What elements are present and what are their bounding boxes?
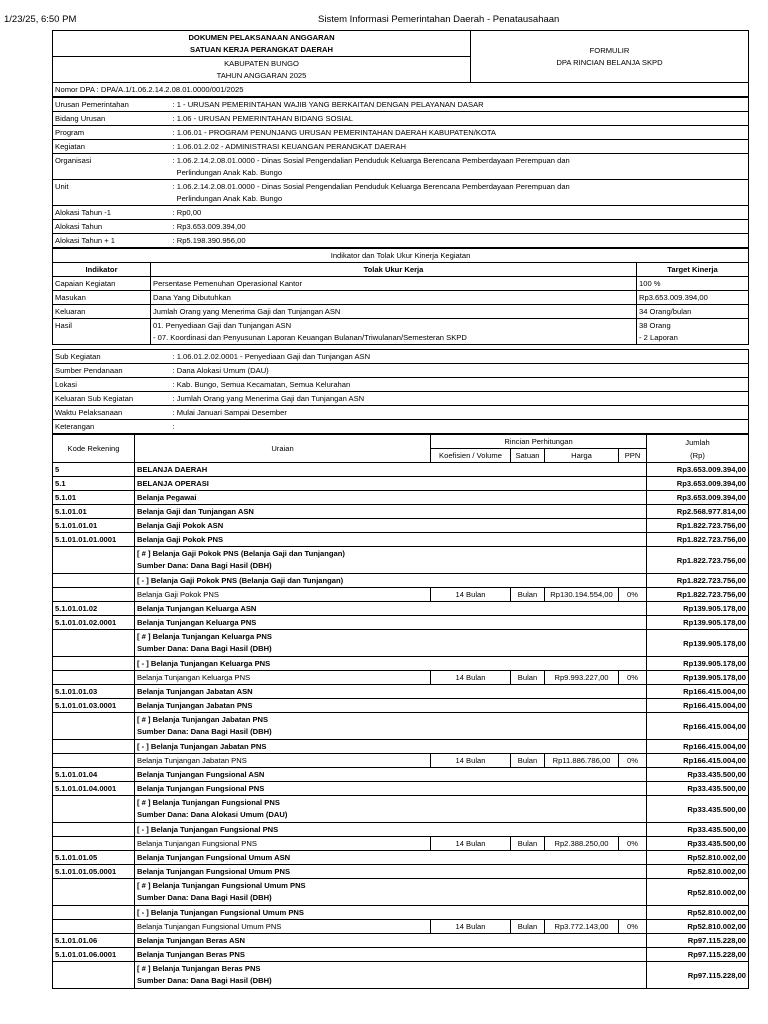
indikator-cell: Capaian Kegiatan bbox=[53, 277, 151, 291]
uraian-cell: Belanja Gaji dan Tunjangan ASN bbox=[135, 505, 647, 519]
tolak-cell bbox=[151, 319, 637, 345]
document-header-table bbox=[52, 30, 749, 97]
kode-rekening: 5 bbox=[53, 463, 135, 477]
table-row bbox=[53, 616, 749, 630]
table-row bbox=[53, 685, 749, 699]
jumlah-cell: Rp1.822.723.756,00 bbox=[647, 588, 749, 602]
table-row bbox=[53, 657, 749, 671]
table-row bbox=[53, 920, 749, 934]
jumlah-cell: Rp1.822.723.756,00 bbox=[647, 547, 749, 574]
tolak-ukur-header: Tolak Ukur Kerja bbox=[151, 263, 637, 277]
harga-header: Harga bbox=[545, 449, 619, 463]
uraian-cell: [ - ] Belanja Tunjangan Fungsional PNS bbox=[135, 823, 647, 837]
kode-rekening bbox=[53, 796, 135, 823]
kode-rekening bbox=[53, 671, 135, 685]
info-value-line: : 1.06.2.14.2.08.01.0000 - Dinas Sosial Pengendalian Penduduk Keluarga Berencana Pemberdayaan Perempuan dan bbox=[172, 156, 570, 165]
jumlah-cell: Rp52.810.002,00 bbox=[647, 920, 749, 934]
uraian-cell: Belanja Tunjangan Jabatan PNS bbox=[135, 699, 647, 713]
uraian-cell: Belanja Tunjangan Keluarga PNS bbox=[135, 616, 647, 630]
ppn-header: PPN bbox=[619, 449, 647, 463]
jumlah-cell: Rp52.810.002,00 bbox=[647, 879, 749, 906]
kode-rekening bbox=[53, 754, 135, 768]
sumber-dana: Sumber Dana: Dana Bagi Hasil (DBH) bbox=[137, 561, 272, 570]
info-label: Kegiatan bbox=[53, 140, 171, 154]
target-cell: 100 % bbox=[637, 277, 749, 291]
uraian-cell: [ - ] Belanja Tunjangan Fungsional Umum PNS bbox=[135, 906, 647, 920]
info-value: : 1 - URUSAN PEMERINTAHAN WAJIB YANG BERKAITAN DENGAN PELAYANAN DASAR bbox=[171, 98, 749, 112]
table-row bbox=[53, 934, 749, 948]
jumlah-cell: Rp33.435.500,00 bbox=[647, 837, 749, 851]
sub-label: Keterangan bbox=[53, 420, 171, 434]
kode-rekening bbox=[53, 657, 135, 671]
kode-header: Kode Rekening bbox=[53, 435, 135, 463]
kode-rekening: 5.1.01.01.03 bbox=[53, 685, 135, 699]
table-row bbox=[53, 519, 749, 533]
koef-cell: 14 Bulan bbox=[431, 588, 511, 602]
target-line: 38 Orang bbox=[639, 320, 671, 330]
uraian-cell: Belanja Gaji Pokok ASN bbox=[135, 519, 647, 533]
info-label: Bidang Urusan bbox=[53, 112, 171, 126]
form-line2: DPA RINCIAN BELANJA SKPD bbox=[556, 57, 663, 67]
table-row bbox=[53, 671, 749, 685]
table-row bbox=[53, 630, 749, 657]
jumlah-cell: Rp139.905.178,00 bbox=[647, 616, 749, 630]
kode-rekening: 5.1.01.01.06 bbox=[53, 934, 135, 948]
group-title: [ # ] Belanja Tunjangan Keluarga PNS bbox=[137, 632, 272, 641]
ppn-cell: 0% bbox=[619, 920, 647, 934]
header-line2: SATUAN KERJA PERANGKAT DAERAH bbox=[190, 44, 333, 54]
uraian-cell bbox=[135, 879, 647, 906]
sub-value: : Mulai Januari Sampai Desember bbox=[171, 406, 749, 420]
kode-rekening: 5.1.01.01.04 bbox=[53, 768, 135, 782]
info-value: : 1.06.01.2.02 - ADMINISTRASI KEUANGAN PERANGKAT DAERAH bbox=[171, 140, 749, 154]
group-title: [ # ] Belanja Gaji Pokok PNS (Belanja Gaji dan Tunjangan) bbox=[137, 549, 345, 558]
sub-value: : Jumlah Orang yang Menerima Gaji dan Tunjangan ASN bbox=[171, 392, 749, 406]
info-label: Organisasi bbox=[53, 154, 171, 180]
kode-rekening bbox=[53, 920, 135, 934]
uraian-cell: Belanja Tunjangan Fungsional Umum PNS bbox=[135, 920, 431, 934]
jumlah-cell: Rp1.822.723.756,00 bbox=[647, 519, 749, 533]
jumlah-cell: Rp3.653.009.394,00 bbox=[647, 491, 749, 505]
jumlah-cell: Rp166.415.004,00 bbox=[647, 685, 749, 699]
indikator-header: Indikator bbox=[53, 263, 151, 277]
form-title-cell bbox=[471, 31, 749, 83]
table-row bbox=[53, 906, 749, 920]
table-row bbox=[53, 740, 749, 754]
uraian-cell: Belanja Pegawai bbox=[135, 491, 647, 505]
group-title: [ # ] Belanja Tunjangan Fungsional PNS bbox=[137, 798, 280, 807]
kode-rekening bbox=[53, 588, 135, 602]
kode-rekening: 5.1.01 bbox=[53, 491, 135, 505]
jumlah-cell: Rp139.905.178,00 bbox=[647, 602, 749, 616]
uraian-cell bbox=[135, 796, 647, 823]
sumber-dana: Sumber Dana: Dana Bagi Hasil (DBH) bbox=[137, 644, 272, 653]
ppn-cell: 0% bbox=[619, 671, 647, 685]
target-line: - 2 Laporan bbox=[639, 332, 678, 342]
info-value: : 1.06.01 - PROGRAM PENUNJANG URUSAN PEMERINTAHAN DAERAH KABUPATEN/KOTA bbox=[171, 126, 749, 140]
info-value: : Rp3.653.009.394,00 bbox=[171, 220, 749, 234]
uraian-cell: Belanja Tunjangan Beras PNS bbox=[135, 948, 647, 962]
tolak-line: 01. Penyediaan Gaji dan Tunjangan ASN bbox=[153, 320, 292, 330]
table-row bbox=[53, 699, 749, 713]
info-value bbox=[171, 154, 749, 180]
sumber-dana: Sumber Dana: Dana Bagi Hasil (DBH) bbox=[137, 727, 272, 736]
kode-rekening bbox=[53, 823, 135, 837]
kode-rekening bbox=[53, 713, 135, 740]
uraian-cell: Belanja Tunjangan Fungsional PNS bbox=[135, 837, 431, 851]
koef-cell: 14 Bulan bbox=[431, 837, 511, 851]
header-line3: KABUPATEN BUNGO bbox=[224, 58, 299, 68]
group-title: [ # ] Belanja Tunjangan Fungsional Umum PNS bbox=[137, 881, 306, 890]
info-value: : Rp5.198.390.956,00 bbox=[171, 234, 749, 248]
uraian-cell: [ - ] Belanja Gaji Pokok PNS (Belanja Gaji dan Tunjangan) bbox=[135, 574, 647, 588]
rincian-header: Rincian Perhitungan bbox=[431, 435, 647, 449]
ppn-cell: 0% bbox=[619, 754, 647, 768]
jumlah-header-label: Jumlah bbox=[685, 437, 710, 447]
satuan-cell: Bulan bbox=[511, 671, 545, 685]
indikator-cell: Hasil bbox=[53, 319, 151, 345]
info-label: Unit bbox=[53, 180, 171, 206]
target-cell: 34 Orang/bulan bbox=[637, 305, 749, 319]
sub-kegiatan-table bbox=[52, 349, 749, 434]
table-row bbox=[53, 865, 749, 879]
sumber-dana: Sumber Dana: Dana Bagi Hasil (DBH) bbox=[137, 893, 272, 902]
uraian-cell: Belanja Gaji Pokok PNS bbox=[135, 588, 431, 602]
table-row bbox=[53, 768, 749, 782]
info-label: Program bbox=[53, 126, 171, 140]
harga-cell: Rp130.194.554,00 bbox=[545, 588, 619, 602]
harga-cell: Rp9.993.227,00 bbox=[545, 671, 619, 685]
print-title: Sistem Informasi Pemerintahan Daerah - Penatausahaan bbox=[318, 14, 560, 25]
koef-cell: 14 Bulan bbox=[431, 754, 511, 768]
info-value-line: Perlindungan Anak Kab. Bungo bbox=[176, 194, 283, 203]
kode-rekening bbox=[53, 879, 135, 906]
table-row bbox=[53, 851, 749, 865]
sumber-dana: Sumber Dana: Dana Bagi Hasil (DBH) bbox=[137, 976, 272, 985]
uraian-cell: Belanja Tunjangan Fungsional ASN bbox=[135, 768, 647, 782]
info-label: Alokasi Tahun + 1 bbox=[53, 234, 171, 248]
info-label: Alokasi Tahun bbox=[53, 220, 171, 234]
kode-rekening bbox=[53, 547, 135, 574]
uraian-cell: [ - ] Belanja Tunjangan Jabatan PNS bbox=[135, 740, 647, 754]
table-row bbox=[53, 837, 749, 851]
sub-label: Waktu Pelaksanaan bbox=[53, 406, 171, 420]
table-row bbox=[53, 754, 749, 768]
kode-rekening: 5.1.01.01.04.0001 bbox=[53, 782, 135, 796]
jumlah-cell: Rp1.822.723.756,00 bbox=[647, 574, 749, 588]
satuan-cell: Bulan bbox=[511, 920, 545, 934]
info-label: Urusan Pemerintahan bbox=[53, 98, 171, 112]
kode-rekening: 5.1.01.01.06.0001 bbox=[53, 948, 135, 962]
nomor-dpa: Nomor DPA : DPA/A.1/1.06.2.14.2.08.01.0000/001/2025 bbox=[53, 83, 749, 97]
jumlah-cell: Rp33.435.500,00 bbox=[647, 782, 749, 796]
uraian-cell: [ - ] Belanja Tunjangan Keluarga PNS bbox=[135, 657, 647, 671]
koef-cell: 14 Bulan bbox=[431, 671, 511, 685]
table-row bbox=[53, 823, 749, 837]
sub-label: Keluaran Sub Kegiatan bbox=[53, 392, 171, 406]
jumlah-cell: Rp166.415.004,00 bbox=[647, 699, 749, 713]
jumlah-cell: Rp1.822.723.756,00 bbox=[647, 533, 749, 547]
jumlah-cell: Rp97.115.228,00 bbox=[647, 948, 749, 962]
kode-rekening: 5.1.01.01.01 bbox=[53, 519, 135, 533]
uraian-cell: Belanja Tunjangan Keluarga PNS bbox=[135, 671, 431, 685]
info-value: : Rp0,00 bbox=[171, 206, 749, 220]
kode-rekening bbox=[53, 574, 135, 588]
info-value-line: : 1.06.2.14.2.08.01.0000 - Dinas Sosial Pengendalian Penduduk Keluarga Berencana Pemberdayaan Perempuan dan bbox=[172, 182, 570, 191]
uraian-cell: BELANJA DAERAH bbox=[135, 463, 647, 477]
info-value: : 1.06 - URUSAN PEMERINTAHAN BIDANG SOSIAL bbox=[171, 112, 749, 126]
table-row bbox=[53, 602, 749, 616]
sumber-dana: Sumber Dana: Dana Alokasi Umum (DAU) bbox=[137, 810, 288, 819]
info-value bbox=[171, 180, 749, 206]
form-line1: FORMULIR bbox=[589, 45, 630, 55]
kode-rekening bbox=[53, 630, 135, 657]
jumlah-header bbox=[647, 435, 749, 463]
harga-cell: Rp3.772.143,00 bbox=[545, 920, 619, 934]
uraian-cell bbox=[135, 962, 647, 989]
jumlah-cell: Rp97.115.228,00 bbox=[647, 962, 749, 989]
jumlah-cell: Rp52.810.002,00 bbox=[647, 851, 749, 865]
sub-value: : Kab. Bungo, Semua Kecamatan, Semua Kelurahan bbox=[171, 378, 749, 392]
sub-value: : bbox=[171, 420, 749, 434]
rincian-table bbox=[52, 434, 749, 989]
header-region-cell bbox=[53, 57, 471, 83]
table-row bbox=[53, 713, 749, 740]
koef-header: Koefisien / Volume bbox=[431, 449, 511, 463]
uraian-cell: Belanja Gaji Pokok PNS bbox=[135, 533, 647, 547]
sub-value: : Dana Alokasi Umum (DAU) bbox=[171, 364, 749, 378]
jumlah-cell: Rp3.653.009.394,00 bbox=[647, 463, 749, 477]
kode-rekening: 5.1.01.01.01.0001 bbox=[53, 533, 135, 547]
table-row bbox=[53, 477, 749, 491]
uraian-cell bbox=[135, 630, 647, 657]
uraian-cell: Belanja Tunjangan Keluarga ASN bbox=[135, 602, 647, 616]
header-title-cell bbox=[53, 31, 471, 57]
uraian-cell: Belanja Tunjangan Beras ASN bbox=[135, 934, 647, 948]
indikator-table bbox=[52, 248, 749, 345]
kode-rekening: 5.1.01.01.05.0001 bbox=[53, 865, 135, 879]
tolak-cell: Dana Yang Dibutuhkan bbox=[151, 291, 637, 305]
kode-rekening bbox=[53, 837, 135, 851]
indikator-section-title: Indikator dan Tolak Ukur Kinerja Kegiatan bbox=[53, 249, 749, 263]
kode-rekening: 5.1 bbox=[53, 477, 135, 491]
uraian-cell: Belanja Tunjangan Fungsional PNS bbox=[135, 782, 647, 796]
kode-rekening: 5.1.01.01 bbox=[53, 505, 135, 519]
jumlah-header-unit: (Rp) bbox=[690, 450, 705, 460]
jumlah-cell: Rp166.415.004,00 bbox=[647, 754, 749, 768]
jumlah-cell: Rp166.415.004,00 bbox=[647, 713, 749, 740]
rincian-body bbox=[53, 463, 749, 989]
table-row bbox=[53, 588, 749, 602]
jumlah-cell: Rp97.115.228,00 bbox=[647, 934, 749, 948]
table-row bbox=[53, 879, 749, 906]
kode-rekening: 5.1.01.01.02.0001 bbox=[53, 616, 135, 630]
uraian-cell bbox=[135, 713, 647, 740]
kode-rekening: 5.1.01.01.02 bbox=[53, 602, 135, 616]
satuan-cell: Bulan bbox=[511, 754, 545, 768]
jumlah-cell: Rp2.568.977.814,00 bbox=[647, 505, 749, 519]
table-row bbox=[53, 505, 749, 519]
sub-value: : 1.06.01.2.02.0001 - Penyediaan Gaji dan Tunjangan ASN bbox=[171, 350, 749, 364]
harga-cell: Rp2.388.250,00 bbox=[545, 837, 619, 851]
table-row bbox=[53, 533, 749, 547]
uraian-cell bbox=[135, 547, 647, 574]
ppn-cell: 0% bbox=[619, 837, 647, 851]
table-row bbox=[53, 782, 749, 796]
table-row bbox=[53, 574, 749, 588]
info-table bbox=[52, 97, 749, 248]
satuan-header: Satuan bbox=[511, 449, 545, 463]
group-title: [ # ] Belanja Tunjangan Jabatan PNS bbox=[137, 715, 269, 724]
target-cell: Rp3.653.009.394,00 bbox=[637, 291, 749, 305]
uraian-header: Uraian bbox=[135, 435, 431, 463]
indikator-cell: Masukan bbox=[53, 291, 151, 305]
sub-label: Lokasi bbox=[53, 378, 171, 392]
jumlah-cell: Rp3.653.009.394,00 bbox=[647, 477, 749, 491]
harga-cell: Rp11.886.786,00 bbox=[545, 754, 619, 768]
sub-label: Sub Kegiatan bbox=[53, 350, 171, 364]
uraian-cell: BELANJA OPERASI bbox=[135, 477, 647, 491]
jumlah-cell: Rp139.905.178,00 bbox=[647, 671, 749, 685]
table-row bbox=[53, 962, 749, 989]
satuan-cell: Bulan bbox=[511, 837, 545, 851]
kode-rekening bbox=[53, 906, 135, 920]
header-line4: TAHUN ANGGARAN 2025 bbox=[216, 70, 307, 80]
table-row bbox=[53, 796, 749, 823]
print-header bbox=[4, 14, 764, 28]
table-row bbox=[53, 547, 749, 574]
indikator-cell: Keluaran bbox=[53, 305, 151, 319]
tolak-cell: Jumlah Orang yang Menerima Gaji dan Tunjangan ASN bbox=[151, 305, 637, 319]
uraian-cell: Belanja Tunjangan Jabatan ASN bbox=[135, 685, 647, 699]
jumlah-cell: Rp33.435.500,00 bbox=[647, 768, 749, 782]
table-row bbox=[53, 948, 749, 962]
jumlah-cell: Rp139.905.178,00 bbox=[647, 657, 749, 671]
jumlah-cell: Rp166.415.004,00 bbox=[647, 740, 749, 754]
uraian-cell: Belanja Tunjangan Fungsional Umum PNS bbox=[135, 865, 647, 879]
kode-rekening bbox=[53, 740, 135, 754]
info-label: Alokasi Tahun -1 bbox=[53, 206, 171, 220]
koef-cell: 14 Bulan bbox=[431, 920, 511, 934]
group-title: [ # ] Belanja Tunjangan Beras PNS bbox=[137, 964, 261, 973]
kode-rekening: 5.1.01.01.05 bbox=[53, 851, 135, 865]
dpa-document bbox=[52, 30, 748, 989]
kode-rekening: 5.1.01.01.03.0001 bbox=[53, 699, 135, 713]
target-header: Target Kinerja bbox=[637, 263, 749, 277]
sub-label: Sumber Pendanaan bbox=[53, 364, 171, 378]
print-datetime: 1/23/25, 6:50 PM bbox=[4, 14, 77, 25]
tolak-cell: Persentase Pemenuhan Operasional Kantor bbox=[151, 277, 637, 291]
jumlah-cell: Rp33.435.500,00 bbox=[647, 796, 749, 823]
jumlah-cell: Rp52.810.002,00 bbox=[647, 906, 749, 920]
table-row bbox=[53, 463, 749, 477]
header-line1: DOKUMEN PELAKSANAAN ANGGARAN bbox=[188, 32, 335, 42]
table-row bbox=[53, 491, 749, 505]
kode-rekening bbox=[53, 962, 135, 989]
jumlah-cell: Rp139.905.178,00 bbox=[647, 630, 749, 657]
uraian-cell: Belanja Tunjangan Fungsional Umum ASN bbox=[135, 851, 647, 865]
target-cell bbox=[637, 319, 749, 345]
info-value-line: Perlindungan Anak Kab. Bungo bbox=[176, 168, 283, 177]
ppn-cell: 0% bbox=[619, 588, 647, 602]
jumlah-cell: Rp33.435.500,00 bbox=[647, 823, 749, 837]
satuan-cell: Bulan bbox=[511, 588, 545, 602]
tolak-line: - 07. Koordinasi dan Penyusunan Laporan Keuangan Bulanan/Triwulanan/Semesteran SKPD bbox=[153, 332, 467, 342]
uraian-cell: Belanja Tunjangan Jabatan PNS bbox=[135, 754, 431, 768]
jumlah-cell: Rp52.810.002,00 bbox=[647, 865, 749, 879]
